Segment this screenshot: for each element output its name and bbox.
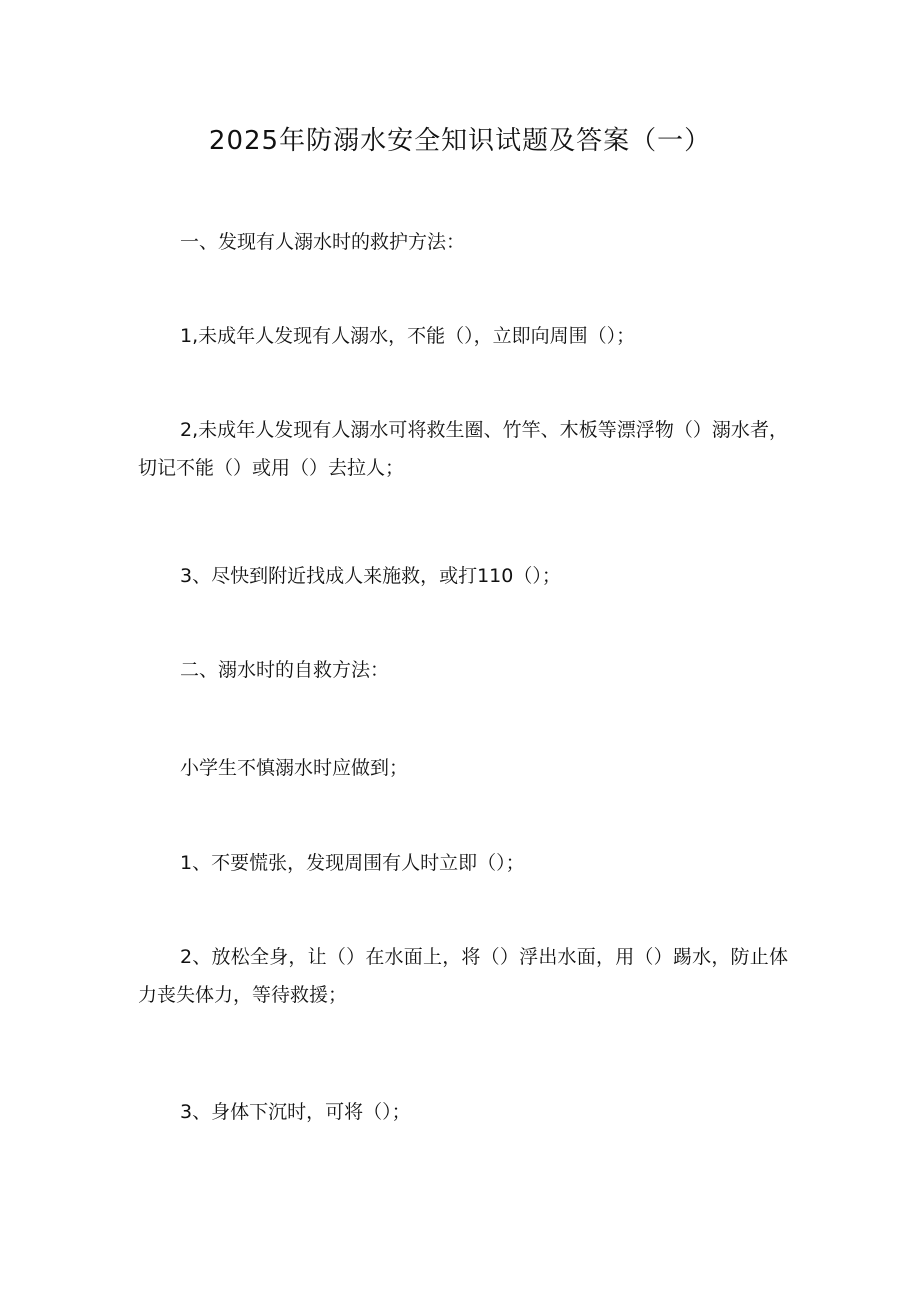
- section-1-item-3: 3、尽快到附近找成人来施救，或打110（）；: [180, 565, 561, 587]
- section-2-item-2: 2、放松全身，让（）在水面上，将（）浮出水面，用（）踢水，防止体力丧失体力，等待救援；: [138, 946, 788, 1006]
- section-2-item-3: 3、身体下沉时，可将（）；: [180, 1101, 411, 1123]
- section-2-intro: 小学生不慎溺水时应做到；: [180, 757, 409, 779]
- section-2-item-1: 1、不要慌张，发现周围有人时立即（）；: [180, 852, 525, 874]
- section-1-heading: 一、发现有人溺水时的救护方法：: [180, 231, 466, 253]
- section-1-item-2: 2,未成年人发现有人溺水可将救生圈、竹竿、木板等漂浮物（）溺水者，切记不能（）或用（）去拉人；: [138, 419, 788, 479]
- document-title: 2025年防溺水安全知识试题及答案（一）: [208, 126, 712, 156]
- section-2-heading: 二、溺水时的自救方法：: [180, 659, 390, 681]
- section-1-item-1: 1,未成年人发现有人溺水，不能（），立即向周围（）；: [180, 325, 636, 347]
